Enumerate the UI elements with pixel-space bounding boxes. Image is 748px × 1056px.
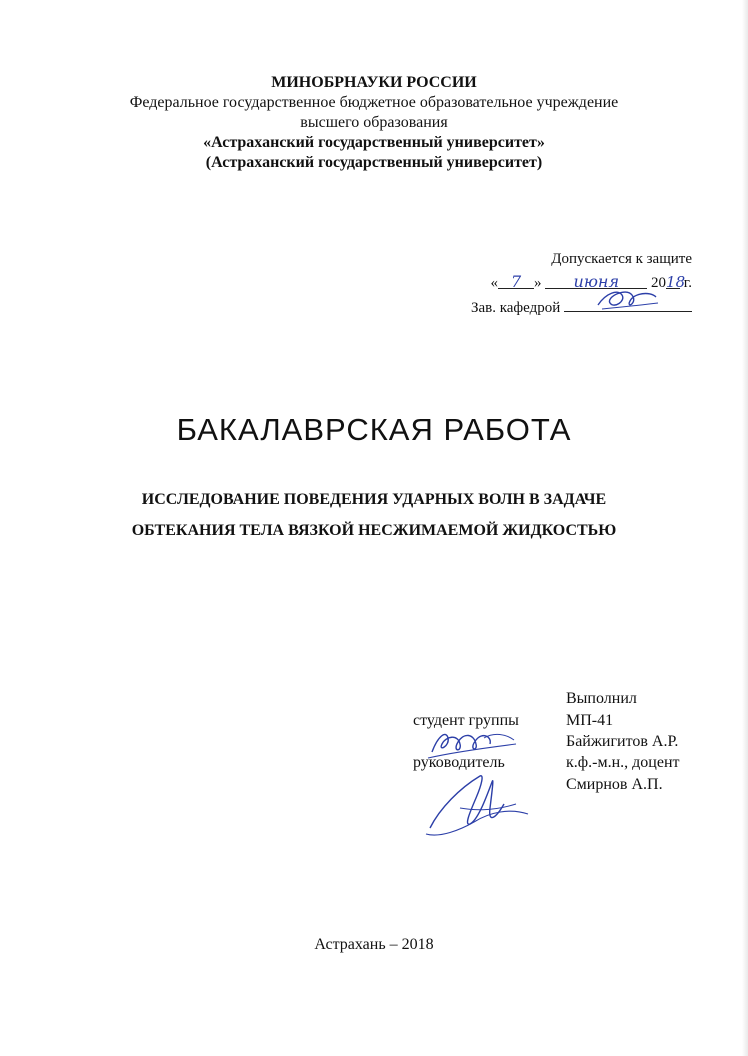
student-name: Байжигитов А.Р. bbox=[566, 733, 679, 750]
supervisor-name: Смирнов А.П. bbox=[566, 776, 663, 793]
university-name-short: (Астраханский государственный университет) bbox=[205, 154, 543, 171]
admitted-label: Допускается к защите bbox=[551, 251, 692, 267]
header-block bbox=[0, 73, 748, 173]
performed-label: Выполнил bbox=[566, 690, 637, 707]
university-name: «Астраханский государственный университет» bbox=[203, 134, 545, 151]
student-signature-icon bbox=[424, 722, 524, 762]
student-group-label: студент группы bbox=[413, 712, 519, 729]
quote-close: » bbox=[534, 275, 542, 291]
day-field bbox=[498, 272, 534, 289]
month-value: июня bbox=[573, 272, 620, 291]
institution-line-2: высшего образования bbox=[300, 114, 448, 131]
year-suffix: 18 bbox=[666, 273, 686, 291]
year-unit: г. bbox=[683, 275, 692, 291]
day-value: 7 bbox=[510, 272, 522, 291]
year-field bbox=[666, 272, 686, 291]
head-signature-field bbox=[564, 295, 692, 312]
approval-block bbox=[452, 249, 692, 318]
supervisor-label: руководитель bbox=[413, 754, 505, 771]
supervisor-signature-icon bbox=[420, 768, 540, 840]
institution-line-1: Федеральное государственное бюджетное образовательное учреждение bbox=[129, 94, 619, 111]
admitted-line bbox=[452, 249, 692, 272]
thesis-topic-line-2: ОБТЕКАНИЯ ТЕЛА ВЯЗКОЙ НЕСЖИМАЕМОЙ ЖИДКОСТЬЮ bbox=[131, 522, 617, 539]
supervisor-degree: к.ф.-м.н., доцент bbox=[566, 754, 680, 771]
quote-open: « bbox=[490, 275, 499, 291]
head-signature-icon bbox=[592, 285, 662, 313]
thesis-topic-line-1: ИССЛЕДОВАНИЕ ПОВЕДЕНИЯ УДАРНЫХ ВОЛН В ЗАДАЧЕ bbox=[141, 491, 607, 508]
document-title: БАКАЛАВРСКАЯ РАБОТА bbox=[176, 412, 572, 447]
thesis-topic bbox=[0, 484, 748, 546]
year-prefix: 20 bbox=[651, 275, 667, 291]
city-year: Астрахань – 2018 bbox=[314, 936, 434, 953]
head-line bbox=[452, 295, 692, 318]
ministry-name: МИНОБРНАУКИ РОССИИ bbox=[271, 74, 477, 91]
head-label: Зав. кафедрой bbox=[470, 300, 561, 316]
student-group: МП-41 bbox=[566, 712, 614, 729]
